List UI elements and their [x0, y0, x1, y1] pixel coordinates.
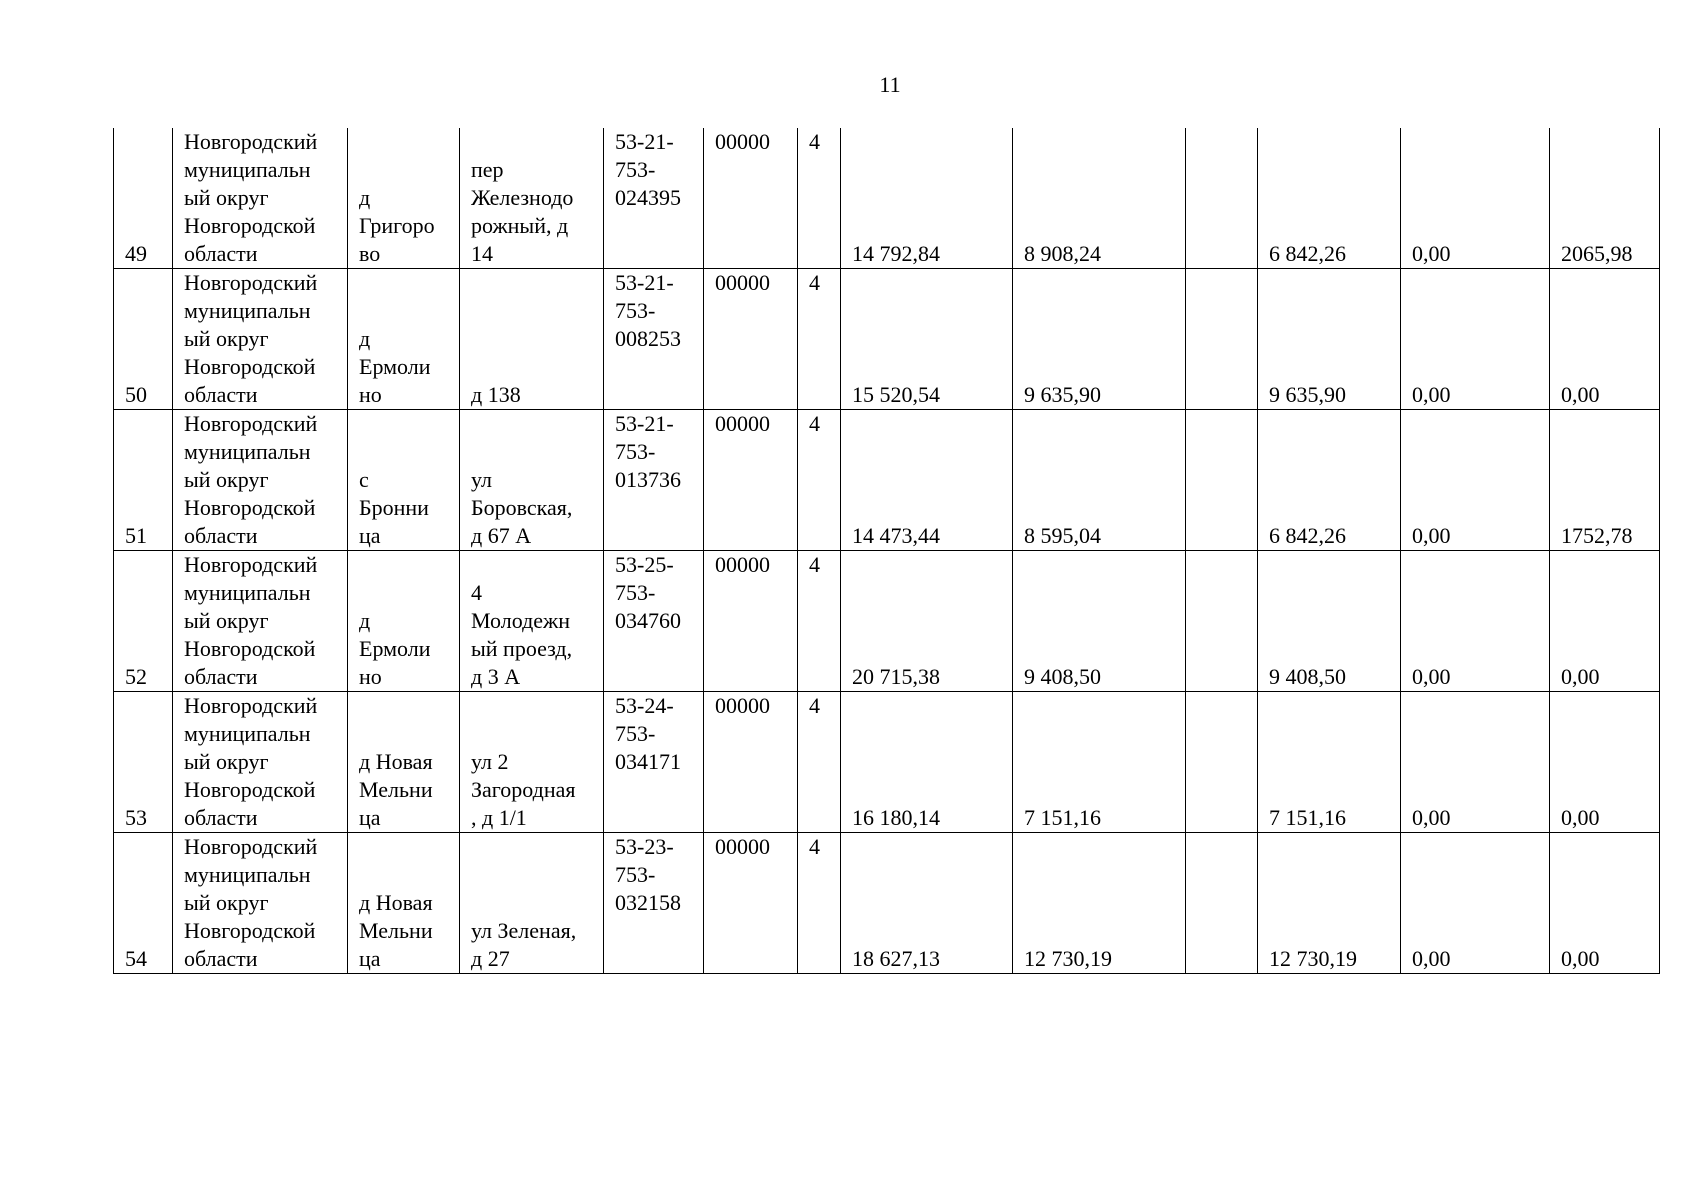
settlement-cell: д Новая Мельни ца: [348, 692, 460, 833]
amount1-cell: 8 595,04: [1013, 410, 1186, 551]
address-cell: ул Зеленая, д 27: [460, 833, 604, 974]
data-table: [113, 128, 1660, 974]
digit-cell: 4: [798, 128, 841, 269]
amount4-cell: 0,00: [1550, 551, 1660, 692]
table-row: [114, 128, 1660, 269]
amount2-cell: 12 730,19: [1258, 833, 1401, 974]
total-cell: 20 715,38: [841, 551, 1013, 692]
total-cell: 15 520,54: [841, 269, 1013, 410]
amount2-cell: 7 151,16: [1258, 692, 1401, 833]
row-number: 49: [114, 128, 173, 269]
digit-cell: 4: [798, 410, 841, 551]
amount3-cell: 0,00: [1401, 128, 1550, 269]
code-cell: 53-21- 753- 008253: [604, 269, 704, 410]
table-row: [114, 269, 1660, 410]
amount2-cell: 6 842,26: [1258, 410, 1401, 551]
empty-cell: [1186, 551, 1258, 692]
amount2-cell: 9 408,50: [1258, 551, 1401, 692]
table-row: [114, 551, 1660, 692]
row-number: 51: [114, 410, 173, 551]
municipality-cell: Новгородский муниципальн ый округ Новгородской области: [173, 833, 348, 974]
zeros-cell: 00000: [704, 128, 798, 269]
code-cell: 53-24- 753- 034171: [604, 692, 704, 833]
page-number: 11: [879, 72, 901, 97]
digit-cell: 4: [798, 269, 841, 410]
municipality-cell: Новгородский муниципальн ый округ Новгородской области: [173, 128, 348, 269]
code-cell: 53-25- 753- 034760: [604, 551, 704, 692]
row-number: 52: [114, 551, 173, 692]
settlement-cell: с Бронни ца: [348, 410, 460, 551]
amount4-cell: 1752,78: [1550, 410, 1660, 551]
amount3-cell: 0,00: [1401, 551, 1550, 692]
address-cell: д 138: [460, 269, 604, 410]
settlement-cell: д Ермоли но: [348, 551, 460, 692]
digit-cell: 4: [798, 551, 841, 692]
row-number: 53: [114, 692, 173, 833]
table-row: [114, 692, 1660, 833]
municipality-cell: Новгородский муниципальн ый округ Новгородской области: [173, 551, 348, 692]
zeros-cell: 00000: [704, 269, 798, 410]
amount3-cell: 0,00: [1401, 269, 1550, 410]
amount1-cell: 8 908,24: [1013, 128, 1186, 269]
zeros-cell: 00000: [704, 692, 798, 833]
settlement-cell: д Ермоли но: [348, 269, 460, 410]
amount2-cell: 6 842,26: [1258, 128, 1401, 269]
amount1-cell: 12 730,19: [1013, 833, 1186, 974]
empty-cell: [1186, 833, 1258, 974]
amount4-cell: 2065,98: [1550, 128, 1660, 269]
municipality-cell: Новгородский муниципальн ый округ Новгородской области: [173, 269, 348, 410]
address-cell: ул 2 Загородная , д 1/1: [460, 692, 604, 833]
amount4-cell: 0,00: [1550, 692, 1660, 833]
code-cell: 53-23- 753- 032158: [604, 833, 704, 974]
total-cell: 16 180,14: [841, 692, 1013, 833]
amount2-cell: 9 635,90: [1258, 269, 1401, 410]
amount1-cell: 7 151,16: [1013, 692, 1186, 833]
row-number: 54: [114, 833, 173, 974]
amount1-cell: 9 635,90: [1013, 269, 1186, 410]
empty-cell: [1186, 410, 1258, 551]
amount3-cell: 0,00: [1401, 833, 1550, 974]
total-cell: 18 627,13: [841, 833, 1013, 974]
municipality-cell: Новгородский муниципальн ый округ Новгородской области: [173, 692, 348, 833]
total-cell: 14 792,84: [841, 128, 1013, 269]
settlement-cell: д Новая Мельни ца: [348, 833, 460, 974]
empty-cell: [1186, 128, 1258, 269]
zeros-cell: 00000: [704, 410, 798, 551]
empty-cell: [1186, 269, 1258, 410]
amount4-cell: 0,00: [1550, 833, 1660, 974]
code-cell: 53-21- 753- 024395: [604, 128, 704, 269]
code-cell: 53-21- 753- 013736: [604, 410, 704, 551]
amount1-cell: 9 408,50: [1013, 551, 1186, 692]
address-cell: пер Железнодо рожный, д 14: [460, 128, 604, 269]
amount3-cell: 0,00: [1401, 410, 1550, 551]
table-row: [114, 410, 1660, 551]
total-cell: 14 473,44: [841, 410, 1013, 551]
row-number: 50: [114, 269, 173, 410]
address-cell: 4 Молодежн ый проезд, д 3 А: [460, 551, 604, 692]
settlement-cell: д Григоро во: [348, 128, 460, 269]
digit-cell: 4: [798, 833, 841, 974]
amount4-cell: 0,00: [1550, 269, 1660, 410]
zeros-cell: 00000: [704, 551, 798, 692]
address-cell: ул Боровская, д 67 А: [460, 410, 604, 551]
municipality-cell: Новгородский муниципальн ый округ Новгородской области: [173, 410, 348, 551]
table-row: [114, 833, 1660, 974]
zeros-cell: 00000: [704, 833, 798, 974]
empty-cell: [1186, 692, 1258, 833]
amount3-cell: 0,00: [1401, 692, 1550, 833]
digit-cell: 4: [798, 692, 841, 833]
